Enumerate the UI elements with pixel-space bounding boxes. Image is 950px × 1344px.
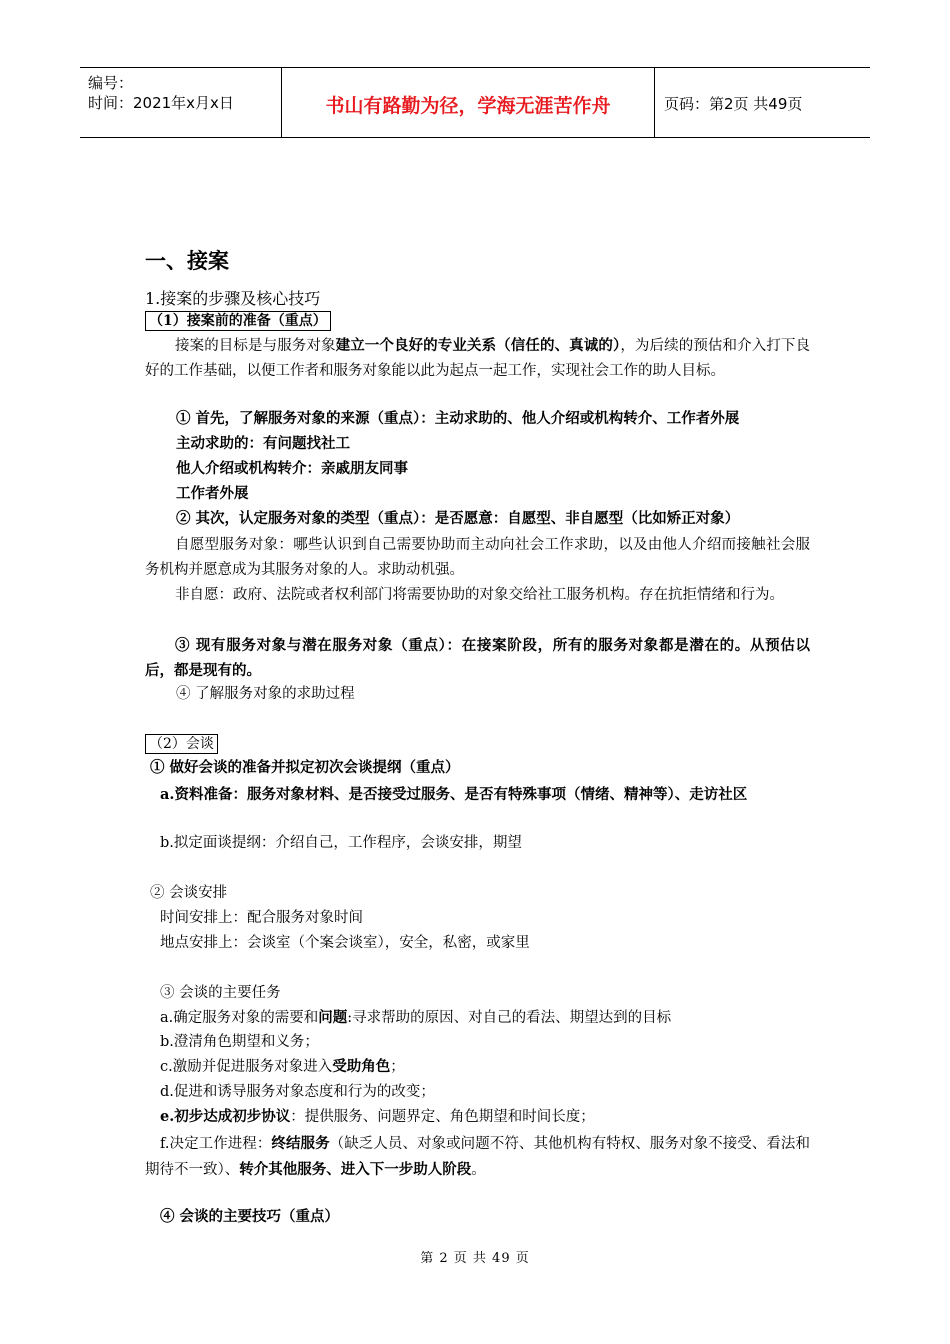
task-e (160, 1107, 595, 1127)
block1-intro (145, 333, 810, 384)
task-f (145, 1131, 810, 1183)
task-b: b.澄清角色期望和义务； (160, 1034, 319, 1050)
task-f-text2: （缺乏人员、对象或问题不符、其他机构有特权、服务对象不接受、看法和期待不一致）、 (145, 1136, 810, 1178)
block1-item1-a: 主动求助的：有问题找社工 (176, 435, 350, 452)
task-c-bold: 受助角色 (332, 1058, 391, 1075)
task-a (160, 1008, 671, 1028)
task-c (160, 1057, 405, 1077)
task-e-text: ：提供服务、问题界定、角色期望和时间长度； (290, 1109, 595, 1125)
header-motto-cell (281, 68, 655, 137)
intro-text-bold: 建立一个良好的专业关系（信任的、真诚的） (335, 337, 621, 354)
task-f-text1: f.决定工作进程： (160, 1136, 272, 1152)
intro-text-b: ，为后续的预估和介入打下良好的工作基础，以便工作者和服务对象能以此为起点一起工作，实现社会工作的助人目标。 (145, 338, 811, 379)
task-f-bold2: 转介其他服务、进入下一步助人阶段 (239, 1161, 472, 1178)
subsection-title: 1.接案的步骤及核心技巧 (145, 289, 321, 308)
header-motto: 书山有路勤为径，学海无涯苦作舟 (325, 95, 611, 117)
block2-item1-b: b.拟定面谈提纲：介绍自己，工作程序，会谈安排，期望 (160, 835, 522, 851)
page-footer: 第 2 页 共 49 页 (420, 1251, 530, 1266)
block1-box-label: （1）接案前的准备（重点） (145, 311, 331, 331)
block2-item4: ④ 会谈的主要技巧（重点） (160, 1208, 340, 1225)
block1-item3: ③ 现有服务对象与潜在服务对象（重点）：在接案阶段，所有的服务对象都是潜在的。从预估以后，都是现有的。 (145, 637, 810, 679)
block1-item1-c: 工作者外展 (176, 485, 249, 502)
block1-item1-b: 他人介绍或机构转介：亲戚朋友同事 (176, 460, 408, 477)
block2-box-label: （2）会谈 (145, 734, 218, 754)
date-label: 时间：2021年x月x日 (88, 94, 234, 112)
task-f-text3: 。 (471, 1162, 486, 1178)
header-page-info: 页码：第2页 共49页 (664, 95, 803, 113)
block1-item1: ① 首先，了解服务对象的来源（重点）：主动求助的、他人介绍或机构转介、工作者外展 (176, 410, 740, 427)
section-title: 一、接案 (145, 249, 229, 273)
task-a-text2: :寻求帮助的原因、对自己的看法、期望达到的目标 (347, 1010, 672, 1026)
task-e-bold: e.初步达成初步协议 (160, 1108, 291, 1125)
task-f-bold1: 终结服务 (271, 1135, 330, 1152)
task-a-bold: 问题 (318, 1009, 348, 1026)
task-c-text2: ； (390, 1059, 405, 1075)
block2-item2-b: 地点安排上：会谈室（个案会谈室），安全，私密，或家里 (160, 935, 530, 951)
task-d: d.促进和诱导服务对象态度和行为的改变； (160, 1084, 435, 1100)
block1-item2: ② 其次，认定服务对象的类型（重点）：是否愿意：自愿型、非自愿型（比如矫正对象） (176, 510, 740, 527)
header-page-cell (655, 68, 870, 137)
block2-item1-a: a.资料准备：服务对象材料、是否接受过服务、是否有特殊事项（情绪、精神等）、走访社区 (160, 786, 748, 803)
intro-text-a: 接案的目标是与服务对象 (175, 338, 336, 354)
block2-item1: ① 做好会谈的准备并拟定初次会谈提纲（重点） (150, 759, 460, 776)
block1-involuntary: 非自愿：政府、法院或者权利部门将需要协助的对象交给社工服务机构。存在抗拒情绪和行为。 (175, 587, 784, 603)
number-label: 编号： (88, 74, 134, 92)
block2-item2-a: 时间安排上：配合服务对象时间 (160, 910, 363, 926)
document-header (80, 67, 870, 138)
header-meta-cell (80, 68, 280, 137)
task-a-text1: a.确定服务对象的需要和 (160, 1010, 319, 1026)
block1-voluntary: 自愿型服务对象：哪些认识到自己需要协助而主动向社会工作求助，以及由他人介绍而接触社会服务机构并愿意成为其服务对象的人。求助动机强。 (145, 537, 810, 578)
block2-item2: ② 会谈安排 (150, 885, 228, 901)
block1-item4: ④ 了解服务对象的求助过程 (176, 686, 355, 702)
task-c-text1: c.激励并促进服务对象进入 (160, 1059, 333, 1075)
block2-item3: ③ 会谈的主要任务 (160, 985, 281, 1001)
